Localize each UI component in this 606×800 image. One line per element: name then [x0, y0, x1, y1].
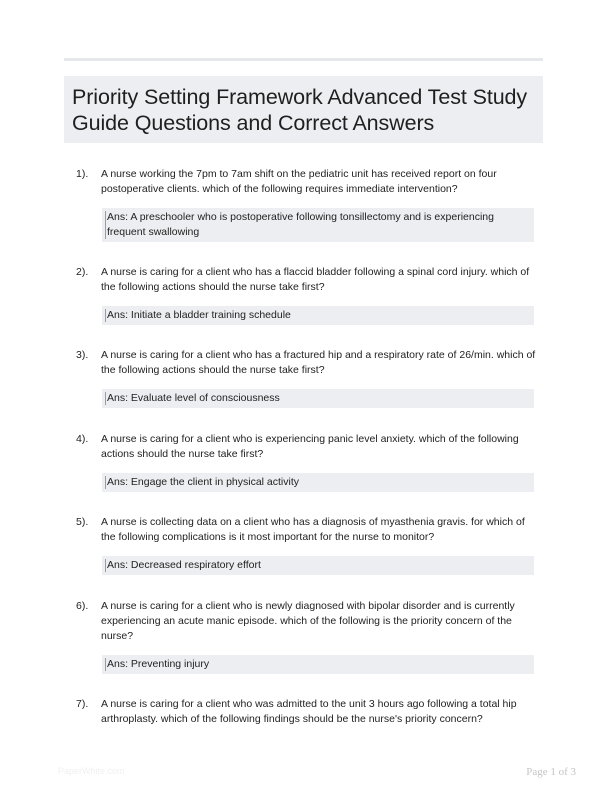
title-box: [64, 76, 543, 143]
answer-text: Ans: A preschooler who is postoperative following tonsillectomy and is experiencing frequent swallowing: [107, 211, 494, 238]
footer-page-number: Page 1 of 3: [526, 766, 576, 778]
header-rule: [64, 58, 543, 61]
question-number: 1).: [76, 168, 89, 180]
question-number: 7).: [76, 698, 89, 710]
question-text: A nurse is caring for a client who has a flaccid bladder following a spinal cord injury. which of the following actions should the nurse take first?: [101, 266, 530, 293]
answer-text: Ans: Initiate a bladder training schedule: [107, 309, 291, 321]
answer-accent-bar: [105, 309, 106, 322]
question-number: 5).: [76, 516, 89, 528]
answer-accent-bar: [105, 211, 106, 239]
answer-text: Ans: Engage the client in physical activity: [107, 476, 300, 488]
question-text: A nurse working the 7pm to 7am shift on the pediatric unit has received report on four postoperative clients. which of the following requires immediate intervention?: [101, 168, 497, 195]
answer-box: [102, 306, 534, 325]
question-number: 4).: [76, 433, 89, 445]
question-number: 6).: [76, 600, 89, 612]
answer-text: Ans: Evaluate level of consciousness: [107, 392, 280, 404]
answer-accent-bar: [105, 658, 106, 671]
answer-text: Ans: Preventing injury: [107, 658, 210, 670]
answer-box: [102, 208, 534, 242]
question-text: A nurse is caring for a client who was admitted to the unit 3 hours ago following a total hip arthroplasty. which of the following findings should be the nurse's priority concern?: [101, 698, 517, 725]
question-number: 3).: [76, 349, 89, 361]
question-text: A nurse is caring for a client who is experiencing panic level anxiety. which of the following actions should the nurse take first?: [101, 433, 519, 460]
answer-accent-bar: [105, 476, 106, 489]
answer-box: [102, 389, 534, 408]
question-text: A nurse is collecting data on a client who has a diagnosis of myasthenia gravis. for which of the following complications is it most important for the nurse to monitor?: [101, 516, 525, 543]
answer-box: [102, 655, 534, 674]
answer-accent-bar: [105, 392, 106, 405]
answer-box: [102, 556, 534, 575]
answer-accent-bar: [105, 559, 106, 572]
footer-site-watermark: PaperWhite.com: [58, 766, 125, 776]
answer-text: Ans: Decreased respiratory effort: [107, 559, 261, 571]
question-number: 2).: [76, 266, 89, 278]
answer-box: [102, 473, 534, 492]
document-title: Priority Setting Framework Advanced Test Study Guide Questions and Correct Answers: [72, 85, 528, 135]
question-text: A nurse is caring for a client who has a fractured hip and a respiratory rate of 26/min. which of the following actions should the nurse take first?: [101, 349, 536, 376]
question-text: A nurse is caring for a client who is newly diagnosed with bipolar disorder and is currently experiencing an acute manic episode. which of the following is the priority concern of the nurse?: [101, 600, 515, 642]
